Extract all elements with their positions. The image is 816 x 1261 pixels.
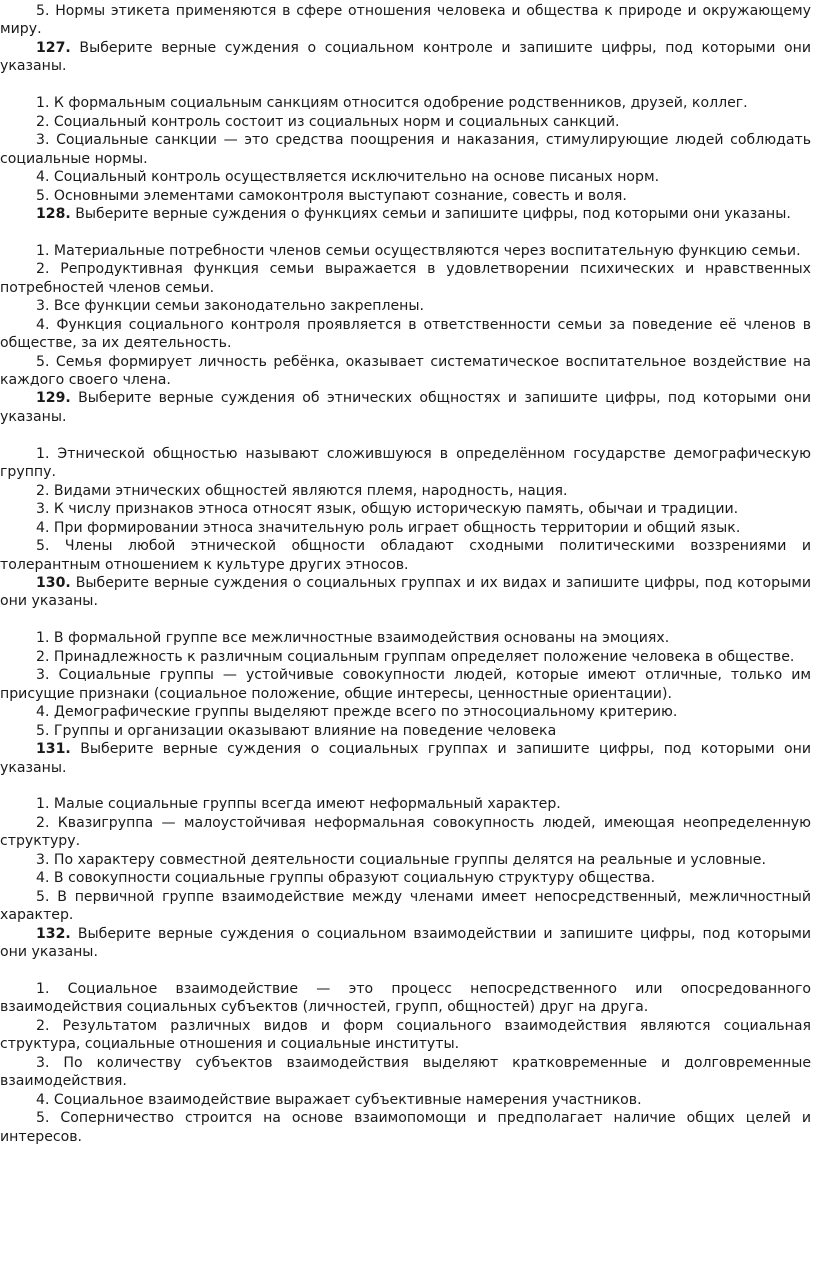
blank-line <box>0 426 811 444</box>
answer-option: 4. Социальное взаимодействие выражает субъективные намерения участников. <box>36 1091 642 1108</box>
question-prompt <box>0 389 811 426</box>
question-text: Выберите верные суждения об этнических общностях и запишите цифры, под которыми они указаны. <box>0 390 811 425</box>
answer-option: 4. Функция социального контроля проявляется в ответственности семьи за поведение её членов в обществе, за их деятельность. <box>0 316 811 352</box>
question-text: Выберите верные суждения о социальном контроле и запишите цифры, под которыми они указаны. <box>0 39 811 75</box>
question-prompt <box>0 740 811 777</box>
blank-line <box>0 76 811 94</box>
answer-option: 5. Семья формирует личность ребёнка, оказывает систематическое воспитательное воздействие на каждого своего члена. <box>0 353 811 389</box>
questions-list <box>0 39 811 1146</box>
question-text: Выберите верные суждения о функциях семьи и запишите цифры, под которыми они указаны. <box>70 205 791 222</box>
answer-option: 3. По количеству субъектов взаимодействия выделяют кратковременные и долговременные взаимодействия. <box>0 1054 811 1090</box>
answer-option: 5. Соперничество строится на основе взаимопомощи и предполагает наличие общих целей и интересов. <box>0 1110 811 1145</box>
lead-option: 5. Нормы этикета применяются в сфере отношения человека и общества к природе и окружающему миру. <box>0 3 811 38</box>
question-block <box>0 925 811 1146</box>
question-prompt <box>0 205 811 223</box>
question-block <box>0 740 811 925</box>
question-text: Выберите верные суждения о социальных группах и запишите цифры, под которыми они указаны. <box>0 741 811 776</box>
answer-option: 2. Результатом различных видов и форм социального взаимодействия являются социальная структура, социальные отношения и социальные институты. <box>0 1017 811 1053</box>
answer-option: 2. Принадлежность к различным социальным группам определяет положение человека в обществе. <box>36 648 795 665</box>
answer-option: 4. Социальный контроль осуществляется исключительно на основе писаных норм. <box>36 169 660 186</box>
answer-option: 3. К числу признаков этноса относят язык, общую историческую память, обычаи и традиции. <box>36 501 739 518</box>
question-text: Выберите верные суждения о социальных группах и их видах и запишите цифры, под которыми они указаны. <box>0 575 811 610</box>
question-block <box>0 389 811 574</box>
question-number: 131. <box>36 741 71 758</box>
question-block <box>0 205 811 390</box>
answer-option: 4. Демографические группы выделяют прежде всего по этносоциальному критерию. <box>36 704 678 721</box>
question-number: 132. <box>36 925 71 942</box>
answer-option: 4. При формировании этноса значительную роль играет общность территории и общий язык. <box>36 519 741 536</box>
blank-line <box>0 223 811 241</box>
question-prompt <box>0 574 811 611</box>
blank-line <box>0 777 811 795</box>
answer-option: 2. Квазигруппа — малоустойчивая неформальная совокупность людей, имеющая неопределенную структуру. <box>0 814 811 850</box>
answer-option: 1. Этнической общностью называют сложившуюся в определённом государстве демографическую группу. <box>0 445 811 481</box>
answer-option: 3. По характеру совместной деятельности социальные группы делятся на реальные и условные. <box>36 851 766 868</box>
answer-option: 2. Социальный контроль состоит из социальных норм и социальных санкций. <box>36 113 620 130</box>
answer-option: 1. Малые социальные группы всегда имеют неформальный характер. <box>36 796 561 813</box>
answer-option: 5. Члены любой этнической общности обладают сходными политическими воззрениями и толерантным отношением к культуре других этносов. <box>0 538 811 573</box>
answer-option: 2. Видами этнических общностей являются племя, народность, нация. <box>36 482 568 499</box>
blank-line <box>0 961 811 979</box>
answer-option: 5. Группы и организации оказывают влияние на поведение человека <box>36 722 557 739</box>
answer-option: 5. Основными элементами самоконтроля выступают сознание, совесть и воля. <box>36 187 627 204</box>
answer-option: 1. В формальной группе все межличностные взаимодействия основаны на эмоциях. <box>36 630 670 647</box>
blank-line <box>0 611 811 629</box>
answer-option: 4. В совокупности социальные группы образуют социальную структуру общества. <box>36 870 656 887</box>
answer-option: 5. В первичной группе взаимодействие между членами имеет непосредственный, межличностный характер. <box>0 888 811 924</box>
question-number: 127. <box>36 39 71 56</box>
question-number: 129. <box>36 390 71 407</box>
answer-option: 3. Все функции семьи законодательно закреплены. <box>36 298 424 315</box>
answer-option: 3. Социальные санкции — это средства поощрения и наказания, стимулирующие людей соблюдать социальные нормы. <box>0 132 811 167</box>
question-block <box>0 39 811 205</box>
answer-option: 1. К формальным социальным санкциям относится одобрение родственников, друзей, коллег. <box>36 95 748 112</box>
question-number: 128. <box>36 205 71 222</box>
answer-option: 1. Социальное взаимодействие — это процесс непосредственного или опосредованного взаимодействия социальных субъектов (личностей, групп, общностей) друг на друга. <box>0 980 811 1016</box>
answer-option: 3. Социальные группы — устойчивые совокупности людей, которые имеют отличные, только им присущие признаки (социальное положение, общие интересы, ценностные ориентации). <box>0 667 811 702</box>
answer-option: 2. Репродуктивная функция семьи выражается в удовлетворении психических и нравственных потребностей членов семьи. <box>0 261 811 296</box>
question-prompt <box>0 39 811 76</box>
answer-option: 1. Материальные потребности членов семьи осуществляются через воспитательную функцию семьи. <box>36 242 801 259</box>
question-text: Выберите верные суждения о социальном взаимодействии и запишите цифры, под которыми они указаны. <box>0 925 811 961</box>
question-number: 130. <box>36 575 71 591</box>
question-block <box>0 574 811 740</box>
question-prompt <box>0 925 811 962</box>
